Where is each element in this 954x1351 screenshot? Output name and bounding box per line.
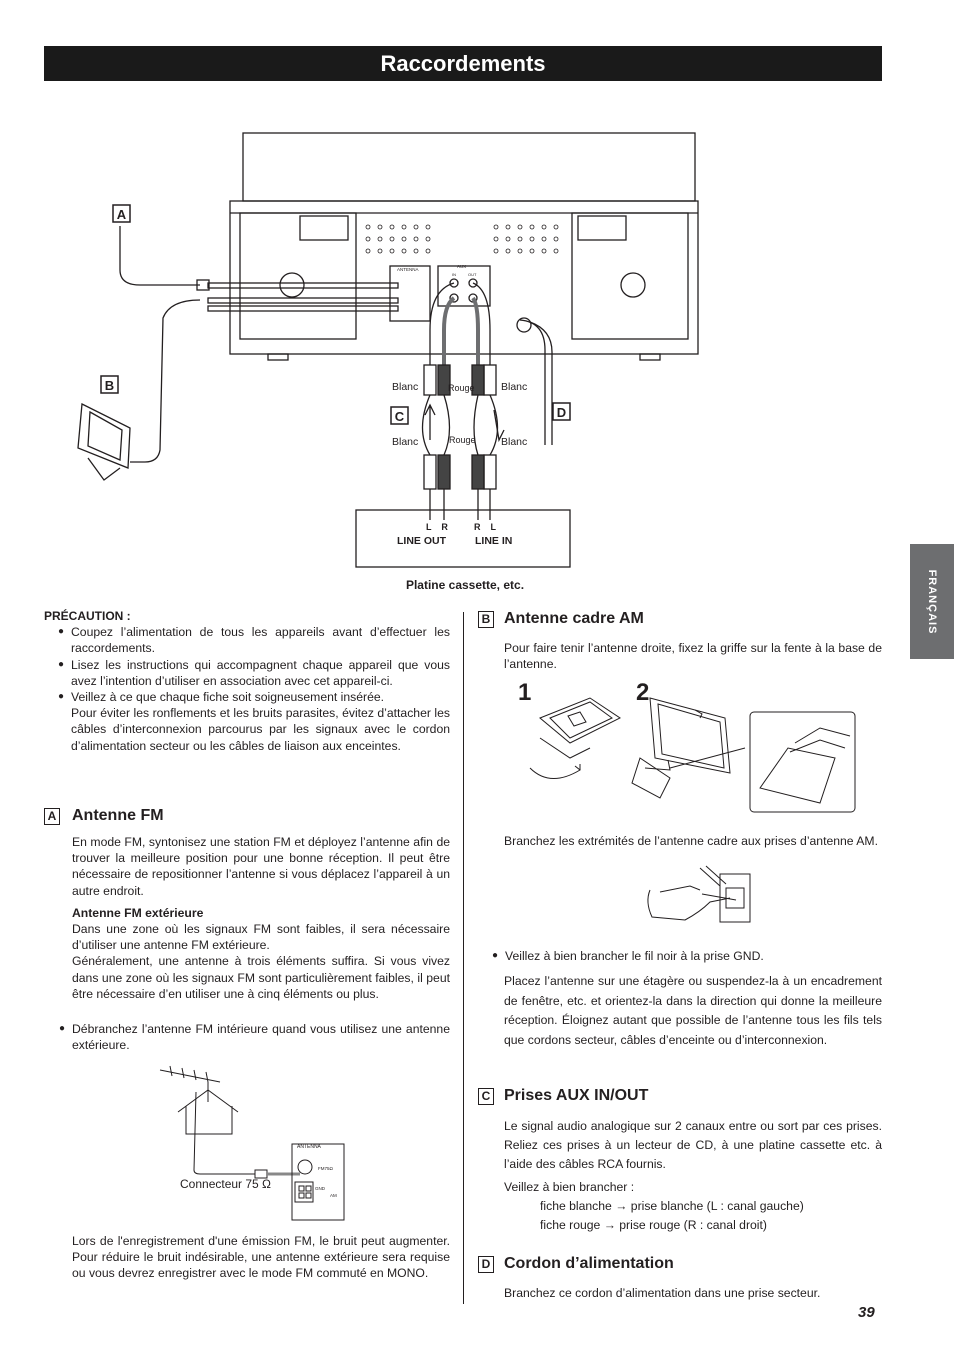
- precaution-item: ● Coupez l’alimentation de tous les appareils avant d’effectuer les raccordements.: [44, 624, 450, 656]
- am-p2: Branchez les extrémités de l’antenne cadre aux prises d’antenne AM.: [504, 834, 878, 848]
- page-number: 39: [858, 1304, 875, 1321]
- figure-fm-label: FM75Ω: [318, 1166, 333, 1171]
- unit-lid: [243, 133, 695, 201]
- figure-antenna-label: ANTENNA: [297, 1144, 321, 1150]
- fm-section: [72, 834, 450, 1002]
- fm-outro-block: [72, 1233, 450, 1282]
- section-aux-title: Prises AUX IN/OUT: [504, 1087, 649, 1104]
- aux-white-jack: prise blanche (L : canal gauche): [630, 1199, 804, 1213]
- precaution-item: ● Lisez les instructions qui accompagnent chaque appareil que vous avez l’intention d’utiliser en association avec cet appareil-ci.: [44, 657, 450, 689]
- label-a: A: [116, 207, 127, 222]
- section-power-title: Cordon d’alimentation: [504, 1255, 674, 1272]
- connection-diagram: [0, 0, 954, 600]
- arrow-right-icon: →: [615, 1199, 628, 1213]
- label-d: D: [556, 405, 567, 420]
- step-1-number: 1: [518, 679, 532, 706]
- power-section: [504, 1285, 882, 1301]
- label-blanc: Blanc: [392, 381, 419, 393]
- fm-intro: En mode FM, syntonisez une station FM et déployez l’antenne afin de trouver la meilleure position pour une bonne réception. Il peut être nécessaire de repositionner l’antenne si vous déplacez l’appareil à un autre endroit.: [72, 835, 450, 898]
- aux-out-label: OUT: [468, 272, 477, 277]
- fm-ext-p1: Dans une zone où les signaux FM sont faibles, il sera nécessaire d’utiliser une antenne FM extérieure.: [72, 922, 450, 953]
- am-antenna-assembly-figure: [520, 688, 860, 818]
- section-fm-title: Antenne FM: [72, 807, 164, 824]
- section-am-title: Antenne cadre AM: [504, 610, 644, 627]
- line-out-label: LINE OUT: [397, 535, 446, 547]
- precaution-block: [44, 608, 450, 754]
- figure-am-label: AM: [330, 1193, 337, 1198]
- label-blanc: Blanc: [501, 381, 528, 393]
- line-in-channels: R L: [474, 522, 496, 532]
- label-rouge: Rouge: [448, 383, 475, 393]
- section-c-letter: C: [478, 1088, 494, 1105]
- aux-in-label: IN: [452, 272, 456, 277]
- cassette-deck: [356, 510, 570, 567]
- aux-section: [504, 1117, 882, 1235]
- aux-panel-label: AUX: [457, 264, 467, 269]
- power-p1: Branchez ce cordon d’alimentation dans une prise secteur.: [504, 1286, 821, 1300]
- am-p3-block: [504, 972, 882, 1050]
- precaution-title: PRÉCAUTION :: [44, 609, 131, 623]
- am-bullet-block: [478, 948, 882, 964]
- label-c: C: [394, 409, 405, 424]
- arrow-right-icon: →: [603, 1218, 616, 1232]
- label-blanc: Blanc: [501, 436, 528, 448]
- aux-line-red: [504, 1216, 882, 1235]
- aux-red-plug: fiche rouge: [540, 1218, 601, 1232]
- aux-line-white: [504, 1197, 882, 1216]
- precaution-extra: Pour éviter les ronflements et les bruits parasites, évitez d’attacher les câbles d’interconnexion parcourus par les signaux avec le cordon d’alimentation secteur ou les câbles de liaison aux enceintes.: [71, 706, 450, 753]
- label-blanc: Blanc: [392, 436, 419, 448]
- precaution-item: ● Veillez à ce que chaque fiche soit soigneusement insérée.: [44, 689, 450, 705]
- connector-label: Connecteur 75 Ω: [180, 1177, 272, 1191]
- aux-p1: Le signal audio analogique sur 2 canaux entre ou sort par ces prises. Reliez ces prises à un lecteur de CD, à une platine cassette etc. à l’aide des câbles RCA fournis.: [504, 1119, 882, 1171]
- label-b: B: [104, 378, 115, 393]
- am-p1-block: [504, 640, 882, 672]
- section-a-letter: A: [44, 808, 60, 825]
- fm-ext-title: Antenne FM extérieure: [72, 905, 204, 920]
- am-bullet: ● Veillez à bien brancher le fil noir à la prise GND.: [478, 948, 882, 964]
- am-plug-in-figure: [640, 862, 760, 930]
- section-b-letter: B: [478, 611, 494, 628]
- antenna-panel: [390, 266, 430, 321]
- aux-panel: [438, 266, 490, 306]
- language-tab-label: FRANÇAIS: [926, 569, 938, 634]
- label-rouge: Rouge: [449, 435, 476, 445]
- am-p2-block: [504, 833, 882, 849]
- fm-bullet-block: [45, 1021, 450, 1053]
- diagram-caption: Platine cassette, etc.: [405, 578, 525, 592]
- line-out-channels: L R: [426, 522, 448, 532]
- fm-outdoor-antenna-figure: [150, 1062, 350, 1224]
- fm-outro: Lors de l'enregistrement d'une émission FM, le bruit peut augmenter. Pour réduire le bruit indésirable, une antenne extérieure sera requise ou vous devrez enregistrer avec le mode FM commuté en MONO.: [72, 1234, 450, 1281]
- aux-p2: Veillez à bien brancher :: [504, 1180, 635, 1194]
- am-p3: Placez l’antenne sur une étagère ou suspendez-la à un encadrement de fenêtre, etc. et orientez-la dans la direction qui donne la meilleure réception. Éloignez autant que possible de l’antenne tous les fils tels que cordons secteur, câbles d’enceinte ou d’interconnexion.: [504, 974, 882, 1047]
- figure-gnd-label: GND: [315, 1186, 325, 1191]
- fm-ext-p2: Généralement, une antenne à trois éléments suffira. Si vous vivez dans une zone où les signaux FM sont particulièrement faibles, il peut être nécessaire d’en utiliser une à cinq éléments ou plus.: [72, 954, 450, 1001]
- am-p1: Pour faire tenir l’antenne droite, fixez la griffe sur la fente à la base de l’antenne.: [504, 641, 882, 672]
- aux-white-plug: fiche blanche: [540, 1199, 612, 1213]
- fm-bullet: ● Débranchez l’antenne FM intérieure quand vous utilisez une antenne extérieure.: [45, 1021, 450, 1053]
- antenna-panel-label: ANTENNA: [397, 267, 419, 272]
- section-d-letter: D: [478, 1256, 494, 1273]
- column-divider: [463, 612, 464, 1304]
- step-2-number: 2: [636, 679, 650, 706]
- aux-red-jack: prise rouge (R : canal droit): [619, 1218, 767, 1232]
- page-title: Raccordements: [44, 46, 882, 81]
- line-in-label: LINE IN: [475, 535, 513, 547]
